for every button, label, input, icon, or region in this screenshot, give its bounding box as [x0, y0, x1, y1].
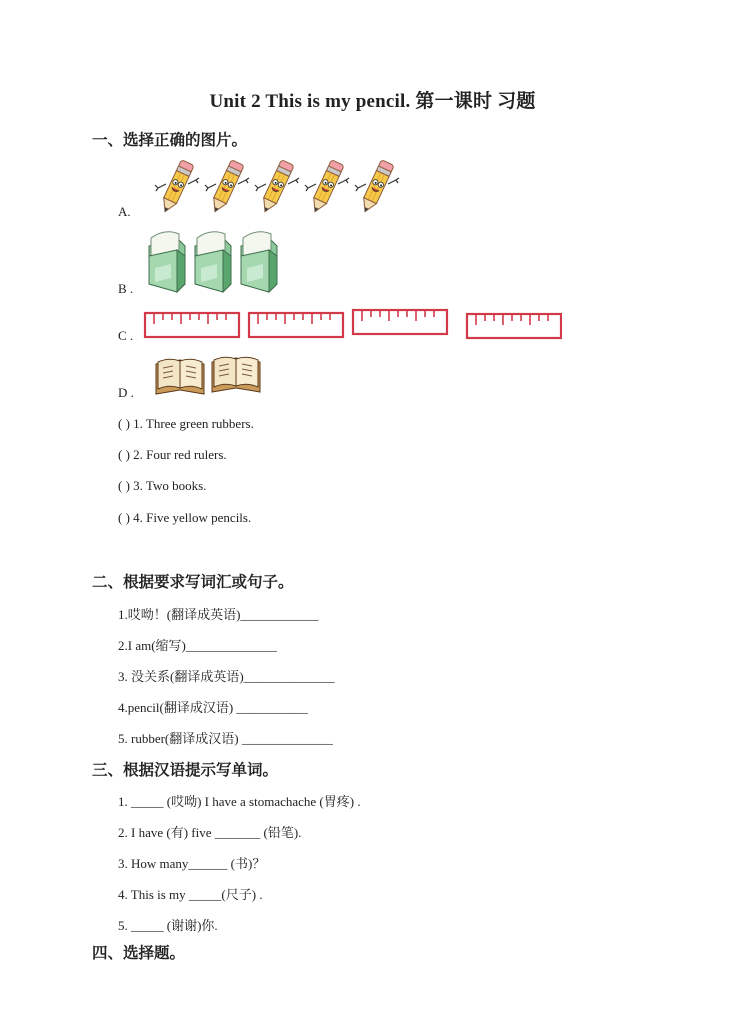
section2-heading: 二、根据要求写词汇或句子。 — [92, 573, 294, 591]
option-a-label: A. — [118, 204, 131, 219]
option-d-label: D . — [118, 385, 134, 400]
option-b-label: B . — [118, 281, 134, 296]
section3-item-4: 4. This is my _____(尺子) . — [118, 887, 263, 902]
section1-item-4: ( ) 4. Five yellow pencils. — [118, 510, 252, 525]
section1-item-2: ( ) 2. Four red rulers. — [118, 447, 227, 462]
two-books-picture — [152, 354, 267, 396]
section3-item-2: 2. I have (有) five _______ (铅笔). — [118, 825, 302, 840]
section3-item-3: 3. How many______ (书)？ — [118, 856, 266, 871]
section3-item-1: 1. _____ (哎呦) I have a stomachache (胃疼) . — [118, 794, 361, 809]
section1-item-1: ( ) 1. Three green rubbers. — [118, 416, 254, 431]
section2-item-4: 4.pencil(翻译成汉语) ___________ — [118, 700, 308, 715]
section3-heading: 三、根据汉语提示写单词。 — [92, 761, 279, 779]
section4-heading: 四、选择题。 — [92, 944, 186, 962]
section2-item-2: 2.I am(缩写)______________ — [118, 638, 277, 653]
three-erasers-picture — [143, 228, 283, 296]
section1-heading: 一、选择正确的图片。 — [92, 131, 248, 149]
section2-item-5: 5. rubber(翻译成汉语) ______________ — [118, 731, 333, 746]
section1-item-3: ( ) 3. Two books. — [118, 478, 207, 493]
option-c-label: C . — [118, 328, 134, 343]
section2-item-1: 1.哎呦！(翻译成英语)____________ — [118, 607, 319, 622]
section3-item-5: 5. _____ (谢谢)你. — [118, 918, 218, 933]
section2-item-3: 3. 没关系(翻译成英语)______________ — [118, 669, 335, 684]
page-title: Unit 2 This is my pencil. 第一课时 习题 — [209, 91, 536, 112]
five-pencils-picture — [152, 158, 402, 220]
four-rulers-picture — [142, 308, 562, 340]
